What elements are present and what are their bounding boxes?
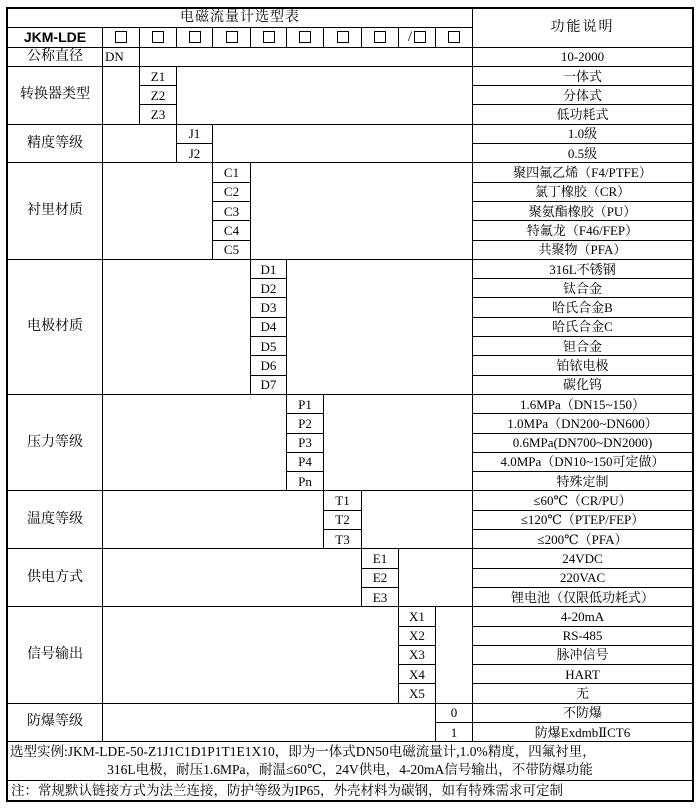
model-checkbox-cell [140,28,177,47]
model-code-label: JKM-LDE [8,28,103,47]
selection-example [8,742,692,781]
empty-cell [362,491,473,549]
selection-example-line2: 316L电极，耐压1.6MPa，耐温≤60℃，24V供电，4-20mA信号输出，不带防爆功能 [107,762,593,778]
model-checkbox-cell [436,28,473,47]
desc-cell: 钛合金 [473,279,692,298]
desc-cell: 碳化钨 [473,376,692,395]
desc-cell: 聚氨酯橡胶（PU） [473,202,692,221]
checkbox-icon[interactable] [374,31,386,43]
desc-cell: 24VDC [473,549,692,568]
desc-cell: 4.0MPa（DN10~150可定做） [473,453,692,472]
empty-cell [103,67,140,125]
empty-cell [103,163,213,259]
section-label: 温度等级 [8,491,103,549]
code-cell: C1 [213,163,251,182]
code-cell: T2 [324,511,362,530]
empty-cell [436,607,473,703]
checkbox-icon[interactable] [189,31,201,43]
checkbox-icon[interactable] [115,31,127,43]
code-cell: C4 [213,221,251,240]
empty-cell [399,549,473,607]
code-cell: DN [103,48,140,67]
code-cell: X3 [399,646,436,665]
model-checkbox-cell [251,28,287,47]
code-cell: D2 [251,279,287,298]
code-cell: Z3 [140,105,177,124]
function-description-header: 功能说明 [473,9,692,48]
code-cell: J1 [177,125,213,144]
code-cell: 1 [436,723,473,742]
model-checkbox-cell [287,28,324,47]
checkbox-icon[interactable] [263,31,275,43]
code-cell: X4 [399,665,436,684]
section-label: 防爆等级 [8,704,103,743]
empty-cell [103,607,399,703]
desc-cell: 氯丁橡胶（CR） [473,183,692,202]
desc-cell: 不防爆 [473,704,692,723]
desc-cell: 220VAC [473,569,692,588]
code-cell: E2 [362,569,399,588]
desc-cell: 哈氏合金C [473,318,692,337]
desc-cell: 1.0级 [473,125,692,144]
desc-cell: ≤200℃（PFA） [473,530,692,549]
desc-cell: ≤120℃（PTEP/FEP） [473,511,692,530]
desc-cell: 哈氏合金B [473,298,692,317]
empty-cell [103,549,362,607]
desc-cell: 共聚物（PFA） [473,241,692,260]
desc-cell: 10-2000 [473,48,692,67]
model-checkbox-cell [362,28,399,47]
code-cell: Pn [287,472,324,491]
code-cell: Z2 [140,86,177,105]
model-checkbox-cell [213,28,251,47]
desc-cell: 钽合金 [473,337,692,356]
desc-cell: 无 [473,684,692,703]
desc-cell: 316L不锈钢 [473,260,692,279]
code-cell: E1 [362,549,399,568]
section-label: 精度等级 [8,125,103,164]
code-cell: T1 [324,491,362,510]
slash-separator: / [407,28,413,45]
code-cell: P1 [287,395,324,414]
desc-cell: 特殊定制 [473,472,692,491]
empty-cell [103,491,324,549]
selection-table [6,7,694,802]
checkbox-icon[interactable] [448,31,460,43]
empty-cell [324,395,473,491]
code-cell: P3 [287,434,324,453]
checkbox-icon[interactable] [226,31,238,43]
desc-cell: 聚四氟乙烯（F4/PTFE） [473,163,692,182]
desc-cell: ≤60℃（CR/PU） [473,491,692,510]
code-cell: C2 [213,183,251,202]
code-cell: X5 [399,684,436,703]
desc-cell: 分体式 [473,86,692,105]
empty-cell [103,704,436,743]
code-cell: C5 [213,241,251,260]
code-cell: Z1 [140,67,177,86]
section-label: 供电方式 [8,549,103,607]
desc-cell: HART [473,665,692,684]
empty-cell [213,125,473,164]
desc-cell: 铂铱电极 [473,356,692,375]
code-cell: D4 [251,318,287,337]
selection-example-line1: 选型实例:JKM-LDE-50-Z1J1C1D1P1T1E1X10，即为一体式DN50电磁流量计,1.0%精度，四氟衬里， [10,743,596,759]
desc-cell: 0.5级 [473,144,692,163]
code-cell: P2 [287,414,324,433]
section-label: 压力等级 [8,395,103,491]
page-title: 电磁流量计选型表 [8,9,473,28]
desc-cell: 一体式 [473,67,692,86]
code-cell: D1 [251,260,287,279]
section-label: 公称直径 [8,48,103,67]
section-label: 信号输出 [8,607,103,703]
desc-cell: 1.0MPa（DN200~DN600） [473,414,692,433]
empty-cell [103,260,251,395]
code-cell: P4 [287,453,324,472]
empty-cell [140,48,473,67]
code-cell: T3 [324,530,362,549]
checkbox-icon[interactable] [152,31,164,43]
section-label: 衬里材质 [8,163,103,259]
note-text: 注：常规默认链接方式为法兰连接，防护等级为IP65，外壳材料为碳钢，如有特殊需求可定制 [11,782,564,798]
desc-cell: RS-485 [473,627,692,646]
checkbox-icon[interactable] [414,31,426,43]
model-checkbox-cell [399,28,436,47]
empty-cell [103,125,177,164]
model-checkbox-cell [324,28,362,47]
desc-cell: 0.6MPa(DN700~DN2000) [473,434,692,453]
desc-cell: 4-20mA [473,607,692,626]
code-cell: D7 [251,376,287,395]
code-cell: D5 [251,337,287,356]
desc-cell: 1.6MPa（DN15~150） [473,395,692,414]
checkbox-icon[interactable] [299,31,311,43]
code-cell: X1 [399,607,436,626]
model-checkbox-cell [103,28,140,47]
section-label: 电极材质 [8,260,103,395]
code-cell: E3 [362,588,399,607]
section-label: 转换器类型 [8,67,103,125]
desc-cell: 特氟龙（F46/FEP） [473,221,692,240]
code-cell: J2 [177,144,213,163]
empty-cell [251,163,473,259]
desc-cell: 脉冲信号 [473,646,692,665]
code-cell: 0 [436,704,473,723]
empty-cell [287,260,473,395]
code-cell: C3 [213,202,251,221]
code-cell: D6 [251,356,287,375]
code-cell: D3 [251,298,287,317]
model-checkbox-cell [177,28,213,47]
desc-cell: 防爆ExdmbⅡCT6 [473,723,692,742]
desc-cell: 锂电池（仅限低功耗式） [473,588,692,607]
empty-cell [103,395,287,491]
desc-cell: 低功耗式 [473,105,692,124]
code-cell: X2 [399,627,436,646]
empty-cell [177,67,473,125]
checkbox-icon[interactable] [337,31,349,43]
